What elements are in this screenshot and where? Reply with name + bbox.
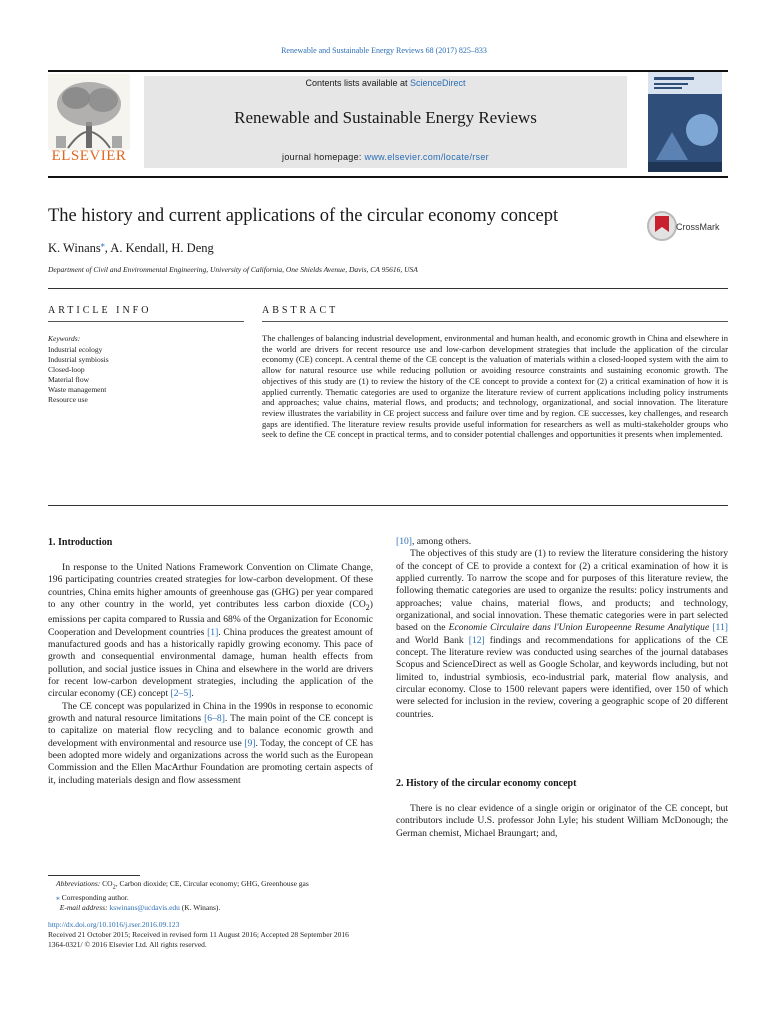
text-run: In response to the United Nations Framework Convention on Climate Change, 196 participating countries created strategies for low-carbon development. Of these countries, China emits higher amounts of greenhouse gas (GHG) per year compared to any other country in the world, yet contributes less carbon dioxide (CO: [48, 562, 373, 611]
keyword-item: Resource use: [48, 395, 88, 404]
text-run: .: [191, 688, 194, 700]
text-run: . China produces the greatest amount of manufactured goods and has a historically rapidly growing economy. This pace of growth and consequential environmental damage, human health effects from pollution, and social justice issues in China and elsewhere in the world are drivers for recent low-carbon development strategies, including the application of the circular economy (CE) concept: [48, 626, 373, 700]
corr-mark: ⁎: [56, 892, 60, 902]
text-run: CO: [100, 879, 113, 888]
reference-link[interactable]: [11]: [712, 622, 728, 634]
body-column-right-cont: [396, 803, 728, 840]
author-affiliation: Department of Civil and Environmental Engineering, University of California, One Shields Avenue, Davis, CA 95616, USA: [48, 265, 418, 274]
reference-link[interactable]: [6–8]: [204, 713, 225, 725]
text-run: The objectives of this study are (1) to review the literature considering the history of the concept of CE to provide a context for (2) a critical examination of how it is applied currently. To narrow the scope and for purposes of this literature review, the following thematic categories are used to organize the results: policy instruments and approaches; value chains, material flows, and products; and technology, organizational, and social innovation. These thematic categories were in part selected based on the: [396, 548, 728, 634]
reference-link[interactable]: [12]: [468, 634, 485, 646]
keyword-item: Industrial ecology: [48, 345, 103, 354]
doi-link[interactable]: http://dx.doi.org/10.1016/j.rser.2016.09.123: [48, 920, 180, 929]
email-link[interactable]: kswinans@ucdavis.edu: [109, 902, 180, 912]
homepage-link[interactable]: www.elsevier.com/locate/rser: [364, 152, 489, 162]
keyword-item: Waste management: [48, 385, 107, 394]
reference-link[interactable]: [2–5]: [170, 688, 192, 700]
journal-citation[interactable]: Renewable and Sustainable Energy Reviews 68 (2017) 825–833: [281, 46, 487, 55]
bibliographic-info: [48, 920, 548, 950]
text-run: , Carbon dioxide; CE, Circular economy; GHG, Greenhouse gas: [115, 879, 309, 888]
received-dates: Received 21 October 2015; Received in revised form 11 August 2016; Accepted 28 September 2016: [48, 930, 349, 939]
journal-name: Renewable and Sustainable Energy Reviews: [234, 108, 537, 127]
abbreviations-note: [56, 879, 456, 893]
italic-title: Economie Circulaire dans l'Union Europeenne Resume Analytique: [448, 622, 710, 634]
article-title: The history and current applications of the circular economy concept: [48, 206, 559, 226]
text-run: (K. Winans).: [179, 902, 221, 912]
reference-link[interactable]: [10]: [396, 536, 412, 547]
divider: [48, 505, 728, 506]
journal-homepage: [144, 152, 627, 162]
keyword-item: Closed-loop: [48, 365, 85, 374]
paragraph: [396, 548, 728, 721]
paragraph: There is no clear evidence of a single origin or originator of the CE concept, but contributors include U.S. professor John Lyle; his student William McDonough; the German chemist, Michael Braungart; and,: [396, 803, 728, 839]
abstract-text: The challenges of balancing industrial development, environmental and human health, and economic growth in China and elsewhere in the world are drivers for recent resource use and low-carbon development strategies that include the application of the circular economy (CE) concept. A central theme of the CE concept is the valuation of materials within a closed-looped system with the aim to allow for natural resource use while reducing pollution or avoiding resource constraints and sustaining economic growth. The objectives of this study are (1) to review the history of the CE concept to provide a context for (2) a critical examination of how it is applied currently. Thematic categories are used to organize the literature review of current applications including policy instruments and approaches; value chains, material flows, and products; and technology, organizational, and social innovation. The literature review illustrates the variability in CE project success and failure over time and by region. CE successes, key challenges, and research gaps are identified. The literature review results provide useful information for researchers as well as multi-stakeholder groups who seek to define the CE concept in practical terms, and to consider potential challenges and opportunities it presents when implemented.: [262, 333, 728, 440]
abbrev-label: Abbreviations:: [56, 879, 101, 888]
corresponding-author-mark[interactable]: ⁎: [100, 240, 105, 249]
crossmark-label[interactable]: CrossMark: [676, 222, 720, 232]
paragraph: [48, 562, 373, 701]
header-top-rule: [48, 70, 728, 72]
publisher-name[interactable]: ELSEVIER: [51, 148, 127, 164]
author-first[interactable]: K. Winans: [48, 241, 101, 256]
reference-link[interactable]: [1]: [207, 626, 219, 638]
journal-cover-image[interactable]: [642, 72, 728, 172]
subscript: 2: [365, 602, 370, 612]
text-run: findings and recommendations for applications of the CE concept. The literature review was conducted using searches of the journal databases Scopus and ScienceDirect as well as Google Scholar, and keywords including, but not limited to, industrial symbiosis, eco-industrial park, material flow analysis, and circular economy. Close to 1500 relevant papers were identified, over 150 of which were selected for inclusion in the review, covering a geographic scope of 20 different countries.: [396, 634, 728, 720]
sciencedirect-link[interactable]: ScienceDirect: [410, 78, 466, 88]
text-run: . The main point of the CE concept is to capitalize on material flow recycling and to balance economic growth and development with environmental and resource use: [48, 713, 373, 749]
keywords-list: [48, 345, 109, 405]
subscript: 2: [112, 883, 116, 891]
article-info-heading: ARTICLE INFO: [48, 305, 152, 316]
text-run: , among others.: [411, 536, 472, 547]
section-heading-history: 2. History of the circular economy concept: [396, 778, 577, 789]
divider: [48, 321, 244, 322]
abstract-heading: ABSTRACT: [262, 305, 339, 316]
copyright: 1364-0321/ © 2016 Elsevier Ltd. All rights reserved.: [48, 940, 207, 949]
text-run: Corresponding author.: [59, 892, 129, 902]
divider: [262, 321, 728, 322]
author-others: , A. Kendall, H. Deng: [104, 241, 214, 256]
footnote-rule: [48, 875, 140, 876]
author-list: [48, 240, 214, 256]
text-run: and World Bank: [396, 634, 469, 646]
body-column-right: [396, 536, 728, 721]
contents-prefix: Contents lists available at: [305, 78, 411, 88]
header-bottom-rule: [48, 176, 728, 178]
corresponding-author-note: [56, 893, 456, 903]
text-run: The CE concept was popularized in China in the 1990s in response to economic growth and natural resource limitations: [48, 700, 373, 725]
text-run: ) emissions per capita compared to Russia and 68% of the Organization for Economic Cooperation and Development countries: [48, 599, 373, 638]
keywords-label: Keywords:: [48, 334, 81, 343]
email-label: E-mail address:: [59, 902, 108, 912]
paragraph: [396, 536, 728, 548]
section-heading-introduction: 1. Introduction: [48, 537, 113, 548]
keyword-item: Material flow: [48, 375, 90, 384]
contents-available: [144, 78, 627, 88]
footnotes: [56, 879, 456, 913]
paragraph: [48, 701, 373, 787]
email-note: [56, 903, 456, 913]
text-run: . Today, the concept of CE has been adopted more widely and organizations across the world such as the European Commission and the Ellen MacArthur Foundation are promoting certain aspects of it, including materials design and flow assessment: [48, 737, 373, 786]
body-column-left: [48, 562, 373, 787]
keyword-item: Industrial symbiosis: [48, 355, 109, 364]
homepage-prefix: journal homepage:: [282, 152, 365, 162]
reference-link[interactable]: [9]: [244, 737, 256, 749]
divider: [48, 288, 728, 289]
